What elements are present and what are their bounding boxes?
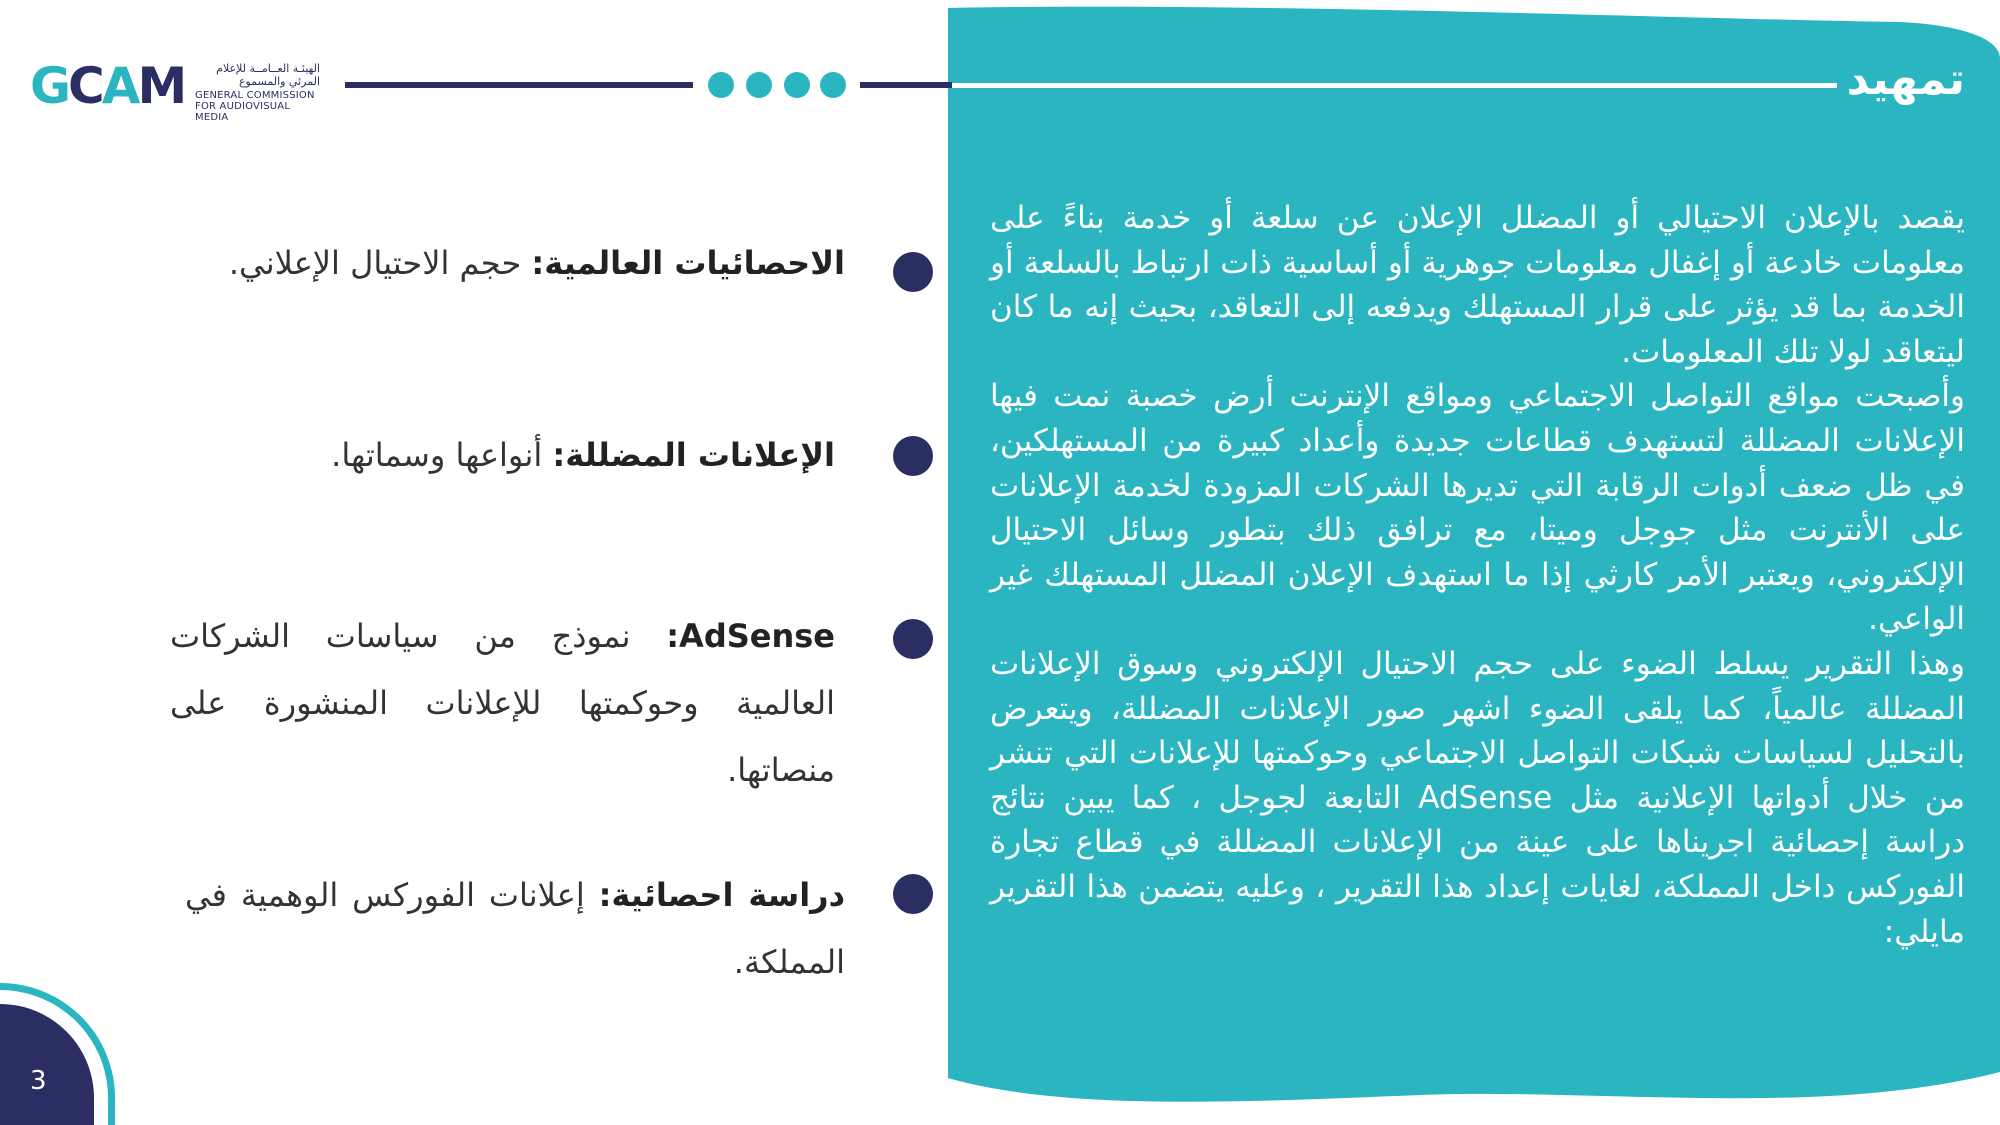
- header-dot: [784, 72, 810, 98]
- header-divider-right: [860, 82, 952, 88]
- bullet-dot: [893, 874, 933, 914]
- bullet-item-global-stats: [155, 230, 845, 297]
- bullet-dot: [893, 619, 933, 659]
- panel-paragraph: وأصبحت مواقع التواصل الاجتماعي ومواقع الإنترنت أرض خصبة نمت فيها الإعلانات المضللة لتستهدف قطاعات جديدة وأعداد كبيرة من المستهلكين، في ظل ضعف أدوات الرقابة التي تديرها الشركات المزودة لخدمة الإعلانات على الأنترنت مثل جوجل وميتا، مع ترافق ذلك بتطور وسائل الاحتيال الإلكتروني، ويعتبر الأمر كارثي إذا ما استهدف الإعلان المضلل المستهلك غير الواعي.: [990, 378, 1965, 638]
- page-number-corner: [0, 975, 130, 1125]
- panel-body: [990, 196, 1965, 954]
- bullet-heading: AdSense:: [666, 617, 835, 655]
- header-dot: [708, 72, 734, 98]
- logo-mark: GCAM: [30, 57, 185, 115]
- bullet-text: حجم الاحتيال الإعلاني.: [228, 244, 532, 282]
- bullet-item-statistical-study: [185, 862, 845, 996]
- panel-title-underline: [952, 83, 1837, 88]
- bullet-text: إعلانات الفوركس الوهمية في المملكة.: [185, 876, 845, 981]
- header-dot: [820, 72, 846, 98]
- header-dot: [746, 72, 772, 98]
- logo-english-name: GENERAL COMMISSION FOR AUDIOVISUAL MEDIA: [195, 90, 315, 123]
- gcam-logo: [30, 57, 320, 123]
- bullet-dot: [893, 436, 933, 476]
- bullet-text: نموذج من سياسات الشركات العالمية وحوكمتها للإعلانات المنشورة على منصاتها.: [170, 617, 835, 789]
- panel-paragraph: وهذا التقرير يسلط الضوء على حجم الاحتيال الإلكتروني وسوق الإعلانات المضللة عالمياً، كما يلقى الضوء اشهر صور الإعلانات المضللة، ويتعرض بالتحليل لسياسات شبكات التواصل الاجتماعي وحوكمتها للإعلانات التي تنشر من خلال أدواتها الإعلانية مثل AdSense التابعة لجوجل ، كما يبين نتائج دراسة إحصائية اجريناها على عينة من الإعلانات المضللة في قطاع تجارة الفوركس داخل المملكة، لغايات إعداد هذا التقرير ، وعليه يتضمن هذا التقرير مايلي:: [990, 645, 1965, 950]
- panel-paragraph: يقصد بالإعلان الاحتيالي أو المضلل الإعلان عن سلعة أو خدمة بناءً على معلومات خادعة أو إغفال معلومات جوهرية أو أساسية ذات ارتباط بالسلعة أو الخدمة بما قد يؤثر على قرار المستهلك ويدفعه إلى التعاقد، بحيث إنه ما كان ليتعاقد لولا تلك المعلومات.: [990, 200, 1965, 370]
- bullet-dot: [893, 252, 933, 292]
- bullet-item-adsense: [170, 603, 835, 804]
- header-divider-left: [345, 82, 693, 88]
- bullet-heading: دراسة احصائية:: [598, 876, 845, 914]
- logo-arabic-name: الهيئـة العــامــة للإعلام المرئي والمسموع: [216, 62, 320, 88]
- page-number: 3: [30, 1066, 47, 1096]
- bullet-heading: الاحصائيات العالمية:: [531, 244, 845, 282]
- bullet-heading: الإعلانات المضللة:: [552, 436, 835, 474]
- panel-title: تمهيد: [1846, 54, 1965, 105]
- bullet-item-misleading-ads: [145, 422, 835, 489]
- bullet-text: أنواعها وسماتها.: [331, 436, 553, 474]
